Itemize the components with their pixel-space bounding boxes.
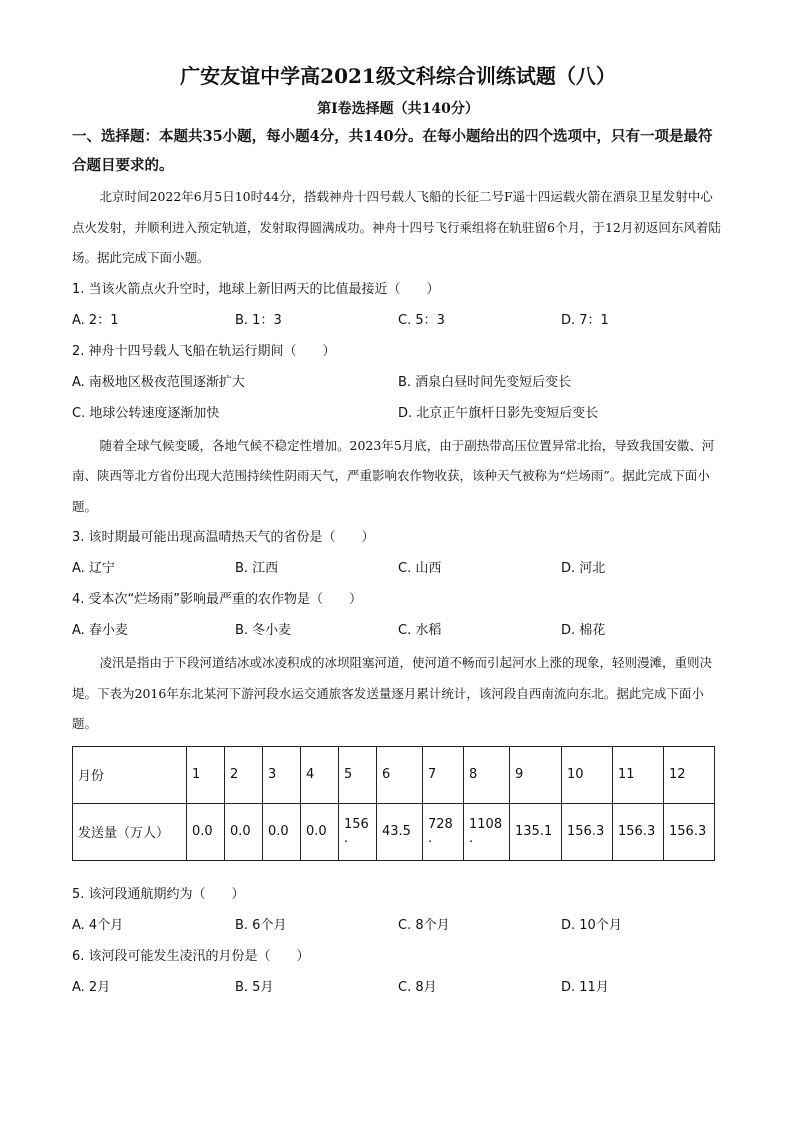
month-cell: 10 xyxy=(562,746,613,803)
month-cell: 8 xyxy=(464,746,510,803)
passage-3: 凌汛是指由于下段河道结冰或冰凌积成的冰坝阻塞河道，使河道不畅而引起河水上涨的现象，轻则漫滩，重则决堤。下表为2016年东北某河下游河段水运交通旅客发送量逐月累计统计，该河段自西南流向东北。据此完成下面小题。 xyxy=(72,655,713,731)
option-d: D. 10个月 xyxy=(561,917,622,933)
question-3-options xyxy=(72,553,724,584)
question-2-options-row2 xyxy=(72,398,724,429)
option-b: B. 酒泉白昼时间先变短后变长 xyxy=(398,374,572,390)
month-cell: 6 xyxy=(377,746,423,803)
option-a: A. 2月 xyxy=(72,979,111,995)
month-cell: 4 xyxy=(301,746,339,803)
month-cell: 1 xyxy=(187,746,225,803)
question-1-options xyxy=(72,305,724,336)
value-cell xyxy=(464,803,510,860)
option-b: B. 1：3 xyxy=(235,312,282,328)
month-cell: 5 xyxy=(339,746,377,803)
question-4-stem: 4. 受本次“烂场雨”影响最严重的农作物是（ ） xyxy=(72,592,363,607)
option-c: C. 地球公转速度逐渐加快 xyxy=(72,405,220,421)
row-header-month: 月份 xyxy=(73,746,187,803)
question-3-stem: 3. 该时期最可能出现高温晴热天气的省份是（ ） xyxy=(72,530,375,545)
value-fraction: . xyxy=(344,830,349,846)
section-heading: 一、选择题：本题共35小题，每小题4分，共140分。在每小题给出的四个选项中，只有一项是最符合题目要求的。 xyxy=(72,128,713,174)
question-6-options xyxy=(72,972,724,1003)
table-row-months xyxy=(73,746,715,803)
passage-1: 北京时间2022年6月5日10时44分，搭载神舟十四号载人飞船的长征二号F遥十四运载火箭在酒泉卫星发射中心点火发射，并顺利进入预定轨道，发射取得圆满成功。神舟十四号飞行乘组将在轨驻留6个月，于12月初返回东风着陆场。据此完成下面小题。 xyxy=(72,189,721,265)
option-c: C. 8个月 xyxy=(398,917,450,933)
option-c: C. 山西 xyxy=(398,561,442,576)
value-cell: 0.0 xyxy=(225,803,263,860)
passage-2: 随着全球气候变暖，各地气候不稳定性增加。2023年5月底，由于副热带高压位置异常北抬，导致我国安徽、河南、陕西等北方省份出现大范围持续性阴雨天气，严重影响农作物收获，该种天气被称为“烂场雨”。据此完成下面小题。 xyxy=(72,437,715,514)
option-a: A. 辽宁 xyxy=(72,561,115,576)
exam-page xyxy=(72,62,724,1003)
passenger-table xyxy=(72,746,715,861)
option-a: A. 南极地区极夜范围逐渐扩大 xyxy=(72,374,245,390)
value-cell: 156.3 xyxy=(613,803,664,860)
value-cell xyxy=(339,803,377,860)
option-d: D. 北京正午旗杆日影先变短后变长 xyxy=(398,405,599,421)
question-5-options xyxy=(72,910,724,941)
month-cell: 12 xyxy=(664,746,715,803)
option-d: D. 棉花 xyxy=(561,623,606,638)
value-cell: 0.0 xyxy=(301,803,339,860)
question-2-stem: 2. 神舟十四号载人飞船在轨运行期间（ ） xyxy=(72,343,336,359)
option-a: A. 春小麦 xyxy=(72,623,128,638)
value-cell: 156.3 xyxy=(664,803,715,860)
value-cell: 0.0 xyxy=(187,803,225,860)
option-b: B. 5月 xyxy=(235,979,274,995)
month-cell: 7 xyxy=(423,746,464,803)
option-a: A. 2：1 xyxy=(72,312,119,328)
value-cell: 0.0 xyxy=(263,803,301,860)
question-1-stem: 1. 当该火箭点火升空时，地球上新旧两天的比值最接近（ ） xyxy=(72,281,440,297)
value-main: 156 xyxy=(344,816,369,832)
option-d: D. 河北 xyxy=(561,561,606,576)
value-main: 1108 xyxy=(469,816,503,832)
value-cell: 156.3 xyxy=(562,803,613,860)
question-6-stem: 6. 该河段可能发生凌汛的月份是（ ） xyxy=(72,948,310,964)
option-c: C. 5：3 xyxy=(398,312,445,328)
month-cell: 9 xyxy=(510,746,562,803)
month-cell: 2 xyxy=(225,746,263,803)
exam-title: 广安友谊中学高2021级文科综合训练试题（八） xyxy=(180,64,616,88)
value-fraction: . xyxy=(469,830,474,846)
row-header-value: 发送量（万人） xyxy=(73,803,187,860)
value-cell: 43.5 xyxy=(377,803,423,860)
table-row-values xyxy=(73,803,715,860)
part-subtitle: 第Ⅰ卷选择题（共140分） xyxy=(317,101,479,117)
option-d: D. 11月 xyxy=(561,979,609,995)
question-5-stem: 5. 该河段通航期约为（ ） xyxy=(72,886,245,902)
value-cell xyxy=(423,803,464,860)
question-4-options xyxy=(72,615,724,646)
value-fraction: . xyxy=(428,830,433,846)
option-c: C. 8月 xyxy=(398,979,437,995)
option-c: C. 水稻 xyxy=(398,623,442,638)
month-cell: 11 xyxy=(613,746,664,803)
option-a: A. 4个月 xyxy=(72,917,124,933)
option-b: B. 江西 xyxy=(235,561,279,576)
value-main: 728 xyxy=(428,816,453,832)
month-cell: 3 xyxy=(263,746,301,803)
option-b: B. 6个月 xyxy=(235,917,287,933)
option-b: B. 冬小麦 xyxy=(235,623,292,638)
question-2-options-row1 xyxy=(72,367,724,398)
option-d: D. 7：1 xyxy=(561,312,609,328)
value-cell: 135.1 xyxy=(510,803,562,860)
